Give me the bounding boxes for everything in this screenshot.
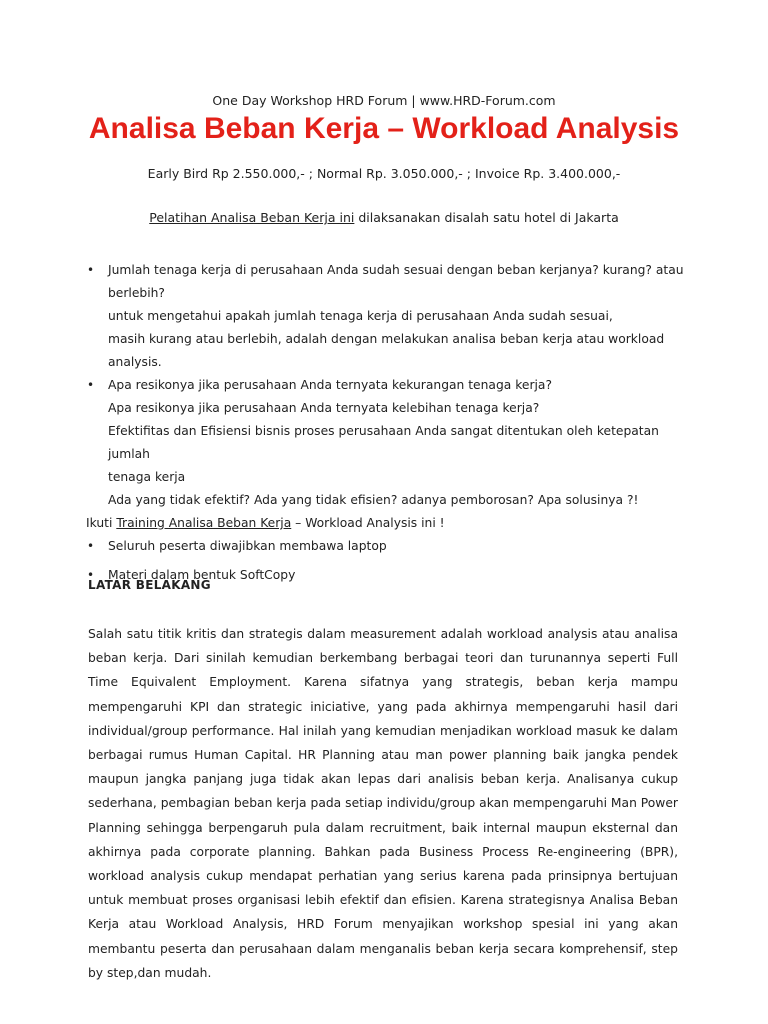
follow-line: [86, 512, 686, 535]
section-heading: LATAR BELAKANG: [88, 578, 211, 592]
list-item-text: untuk mengetahui apakah jumlah tenaga kerja di perusahaan Anda sudah sesuai,: [108, 309, 613, 323]
list-item: [86, 535, 686, 558]
intro-link[interactable]: Pelatihan Analisa Beban Kerja ini: [149, 210, 355, 225]
list-item: [86, 259, 686, 374]
intro-line: [0, 210, 768, 225]
list-item: [86, 374, 686, 512]
bullet-list: [86, 259, 686, 587]
list-item-text: • Materi dalam bentuk SoftCopy: [108, 568, 296, 582]
list-item-text: tenaga kerja: [108, 470, 186, 484]
follow-suffix: – Workload Analysis ini !: [291, 516, 445, 530]
list-item-text: masih kurang atau berlebih, adalah dengan melakukan analisa beban kerja atau workload analysis.: [108, 332, 665, 369]
intro-text: dilaksanakan disalah satu hotel di Jakarta: [354, 210, 619, 225]
section-paragraph: Salah satu titik kritis dan strategis dalam measurement adalah workload analysis atau analisa beban kerja. Dari sinilah kemudian berkembang berbagai teori dan turunannya seperti Full Time Equivalent Employment. Karena sifatnya yang strategis, beban kerja mampu mempengaruhi KPI dan strategic iniciative, yang pada akhirnya mempengaruhi hasil dari individual/group performance. Hal inilah yang kemudian menjadikan workload masuk ke dalam berbagai rumus Human Capital. HR Planning atau man power planning baik jangka pendek maupun jangka panjang juga tidak akan lepas dari analisis beban kerja. Analisanya cukup sederhana, pembagian beban kerja pada setiap individu/group akan mempengaruhi Man Power Planning sehingga berpengaruh pula dalam recruitment, baik internal maupun eksternal dan akhirnya pada corporate planning. Bahkan pada Business Process Re-engineering (BPR), workload analysis cukup mendapat perhatian yang serius karena pada prinsipnya bertujuan untuk membuat proses organisasi lebih efektif dan efisien. Karena strategisnya Analisa Beban Kerja atau Workload Analysis, HRD Forum menyajikan workshop spesial ini yang akan membantu peserta dan perusahaan dalam menganalis beban kerja secara komprehensif, step by step,dan mudah.: [88, 627, 678, 980]
list-item-text: berlebih?: [108, 286, 165, 300]
list-item-text: • Seluruh peserta diwajibkan membawa laptop: [108, 539, 387, 553]
list-item-text: Efektifitas dan Efisiensi bisnis proses perusahaan Anda sangat ditentukan oleh ketepatan jumlah: [108, 424, 659, 461]
list-item-text: • Apa resikonya jika perusahaan Anda ternyata kekurangan tenaga kerja?: [108, 378, 552, 392]
price-line: Early Bird Rp 2.550.000,- ; Normal Rp. 3.050.000,- ; Invoice Rp. 3.400.000,-: [147, 166, 621, 181]
page-title: Analisa Beban Kerja – Workload Analysis: [88, 112, 680, 145]
training-link[interactable]: Training Analisa Beban Kerja: [116, 516, 292, 530]
follow-prefix: Ikuti: [86, 516, 117, 530]
list-item-text: Apa resikonya jika perusahaan Anda ternyata kelebihan tenaga kerja?: [108, 401, 540, 415]
event-line: One Day Workshop HRD Forum | www.HRD-Forum.com: [212, 93, 556, 108]
list-item-text: • Jumlah tenaga kerja di perusahaan Anda sudah sesuai dengan beban kerjanya? kurang? atau: [108, 263, 684, 277]
list-item-text: Ada yang tidak efektif? Ada yang tidak efisien? adanya pemborosan? Apa solusinya ?!: [108, 493, 639, 507]
